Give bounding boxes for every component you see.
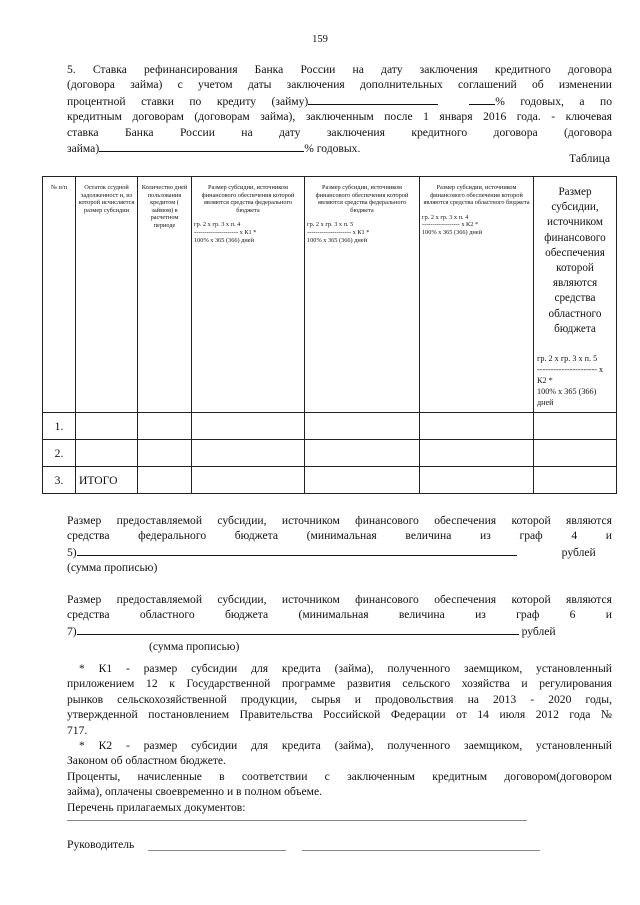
k1-note-line-3: рынков сельскохозяйственной продукции, сырья и продовольствия на 2013 - 2020 годы,: [67, 692, 612, 706]
signature-line[interactable]: [148, 850, 286, 851]
federal-line-2: средства федерального бюджета (минимальная величина из граф 4 и: [67, 529, 612, 543]
cell-regional-p4[interactable]: [420, 413, 534, 440]
documents-list-line[interactable]: [67, 820, 527, 821]
header-regional-subsidy-p5: [534, 177, 617, 413]
page-number: 159: [312, 34, 328, 45]
formula-regional-p4: гр. 2 х гр. 3 х п. 4 ------------------ х К2 * 100% х 365 (366) дней: [422, 213, 482, 236]
cell-debt-balance[interactable]: [76, 440, 138, 467]
item5-line-3-start: процентной ставки по кредиту (займу): [67, 94, 309, 108]
header-federal-subsidy-p4-title: Размер субсидии, источником финансового обеспечения которой являются средства федерального бюджета: [201, 184, 295, 214]
formula-federal-p5: гр. 2 х гр. 3 х п. 5 --------------------- х К1 * 100% х 365 (366) дней: [307, 221, 370, 244]
item5-line-4: кредитным договорам (договорам займа), заключенным после 1 января 2016 года. - ключевая: [67, 110, 612, 124]
item5-line-1: 5. Ставка рефинансирования Банка России на дату заключения кредитного договора: [67, 63, 612, 76]
table-row: [43, 413, 617, 440]
header-debt-balance: Остаток ссудной задолженност и, из которой исчисляется размер субсидии: [76, 177, 138, 413]
header-row-number: № п/п: [43, 177, 76, 413]
k1-note-line-4: утвержденной постановлением Правительства Российской Федерации от 14 июля 2012 года №: [67, 708, 612, 722]
subsidy-table: [42, 176, 617, 494]
cell-regional-p5[interactable]: [534, 413, 617, 440]
interest-paid-line-2: займа), оплачены своевременно и в полном объеме.: [67, 785, 323, 799]
federal-line-1: Размер предоставляемой субсидии, источником финансового обеспечения которой являются: [67, 514, 612, 527]
regional-amount-hint: (сумма прописью): [149, 640, 240, 654]
federal-amount-hint: (сумма прописью): [67, 561, 158, 575]
k1-note-line-1: * К1 - размер субсидии для кредита (займа), полученного заемщиком, установленный: [79, 662, 612, 675]
row-number: 2.: [43, 440, 76, 467]
k1-note-line-5: 717.: [67, 723, 88, 737]
signature-label: Руководитель: [67, 838, 135, 851]
header-regional-subsidy-p5-title: Размер субсидии, источником финансового обеспечения которой являются средства областного бюджета: [544, 186, 606, 335]
cell-federal-p5[interactable]: [305, 413, 420, 440]
credit-rate-percent-blank[interactable]: [469, 93, 495, 105]
regional-line-3: [67, 623, 612, 639]
key-rate-blank[interactable]: [99, 140, 304, 152]
cell-regional-p5[interactable]: [534, 467, 617, 494]
item5-paragraph: [67, 62, 612, 156]
federal-amount-blank[interactable]: [77, 544, 517, 556]
regional-line-3-end: рублей: [521, 624, 556, 638]
k2-note-line-2: Законом об областном бюджете.: [67, 754, 226, 768]
cell-regional-p4[interactable]: [420, 440, 534, 467]
k1-note-line-2: приложением 12 к Государственной программе развития сельского хозяйства и регулирования: [67, 677, 612, 691]
item5-line-5: ставка Банка России на дату заключения кредитного договора (договора: [67, 125, 612, 139]
item5-line-6-start: займа): [67, 142, 100, 156]
cell-regional-p4[interactable]: [420, 467, 534, 494]
cell-federal-p4[interactable]: [192, 413, 305, 440]
header-days-count: Количество дней пользования кредитом ( займом) в расчетном периоде: [138, 177, 192, 413]
header-federal-subsidy-p4: [192, 177, 305, 413]
header-regional-subsidy-p4-title: Размер субсидии, источником финансового обеспечения которой являются средства областного бюджета: [423, 184, 530, 207]
signature-name-line[interactable]: [302, 850, 540, 851]
table-header-row: [43, 177, 617, 413]
cell-days-count[interactable]: [138, 413, 192, 440]
cell-days-count[interactable]: [138, 440, 192, 467]
item5-line-2: (договора займа) с учетом даты заключения дополнительных соглашений об изменении: [67, 78, 612, 92]
interest-paid-line-1: Проценты, начисленные в соответствии с заключенным кредитным договором(договором: [67, 769, 612, 783]
regional-subsidy-paragraph: [67, 592, 612, 655]
row-number: 3.: [43, 467, 76, 494]
documents-list-label: Перечень прилагаемых документов:: [67, 800, 246, 814]
cell-federal-p4[interactable]: [192, 440, 305, 467]
row-number: 1.: [43, 413, 76, 440]
cell-federal-p5[interactable]: [305, 467, 420, 494]
formula-federal-p4: гр. 2 х гр. 3 х п. 4 --------------------- х К1 * 100% х 365 (366) дней: [194, 221, 257, 244]
regional-line-3-start: 7): [67, 624, 77, 638]
federal-subsidy-paragraph: [67, 513, 612, 576]
header-federal-subsidy-p5-title: Размер субсидии, источником финансового обеспечения которой являются средства федерального бюджета: [315, 184, 409, 214]
header-federal-subsidy-p5: [305, 177, 420, 413]
item5-line-6-end: % годовых.: [304, 142, 361, 156]
regional-line-2: средства областного бюджета (минимальная величина из граф 6 и: [67, 608, 612, 622]
item5-line-3-end: % годовых, а по: [495, 94, 612, 108]
table-row: [43, 440, 617, 467]
cell-federal-p5[interactable]: [305, 440, 420, 467]
formula-regional-p5: гр. 2 х гр. 3 х п. 5 ---------------------- х К2 * 100% х 365 (366) дней: [537, 354, 604, 408]
notes-block: [67, 661, 612, 815]
item5-line-6: [67, 140, 612, 156]
cell-days-count[interactable]: [138, 467, 192, 494]
federal-line-3-start: 5): [67, 545, 77, 559]
total-label: ИТОГО: [76, 467, 138, 494]
federal-line-3: [67, 544, 612, 560]
cell-regional-p5[interactable]: [534, 440, 617, 467]
table-row-total: [43, 467, 617, 494]
k2-note-line-1: * К2 - размер субсидии для кредита (займа), полученного заемщиком, установленный: [79, 739, 612, 753]
federal-line-3-end: рублей: [561, 545, 596, 559]
table-label: Таблица: [569, 152, 610, 165]
regional-amount-blank[interactable]: [77, 623, 519, 635]
item5-line-3: [67, 93, 612, 109]
cell-debt-balance[interactable]: [76, 413, 138, 440]
cell-federal-p4[interactable]: [192, 467, 305, 494]
credit-rate-blank[interactable]: [308, 93, 438, 105]
regional-line-1: Размер предоставляемой субсидии, источником финансового обеспечения которой являются: [67, 593, 612, 606]
header-regional-subsidy-p4: [420, 177, 534, 413]
